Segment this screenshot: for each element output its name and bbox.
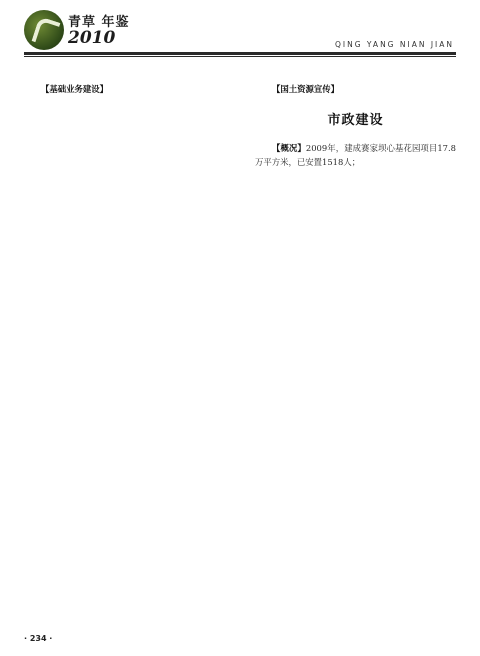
- basic-work-paragraph: [24, 82, 225, 96]
- running-head: QING YANG NIAN JIAN: [335, 40, 454, 49]
- header-rule: [24, 52, 456, 58]
- logo-title: 青草 年鉴: [68, 15, 130, 30]
- page-number: · 234 ·: [24, 634, 53, 643]
- left-column: [24, 72, 225, 632]
- grass-emblem-icon: [24, 10, 64, 50]
- page-masthead: [0, 0, 480, 58]
- logo-year: 2010: [68, 28, 116, 48]
- land-promo-paragraph: [255, 82, 456, 96]
- overview-tag: 【概况】: [272, 142, 306, 153]
- right-column: [255, 72, 456, 632]
- basic-work-tag: 【基础业务建设】: [41, 84, 108, 94]
- section-heading-municipal: 市政建设: [327, 113, 384, 129]
- land-promo-tag: 【国土资源宣传】: [272, 84, 339, 94]
- overview-text: 2009年，建成赛家坝心基花园项目17.8万平方米，已安置1518人；: [255, 142, 456, 168]
- overview-paragraph: [255, 141, 456, 170]
- yearbook-logo: [24, 8, 144, 52]
